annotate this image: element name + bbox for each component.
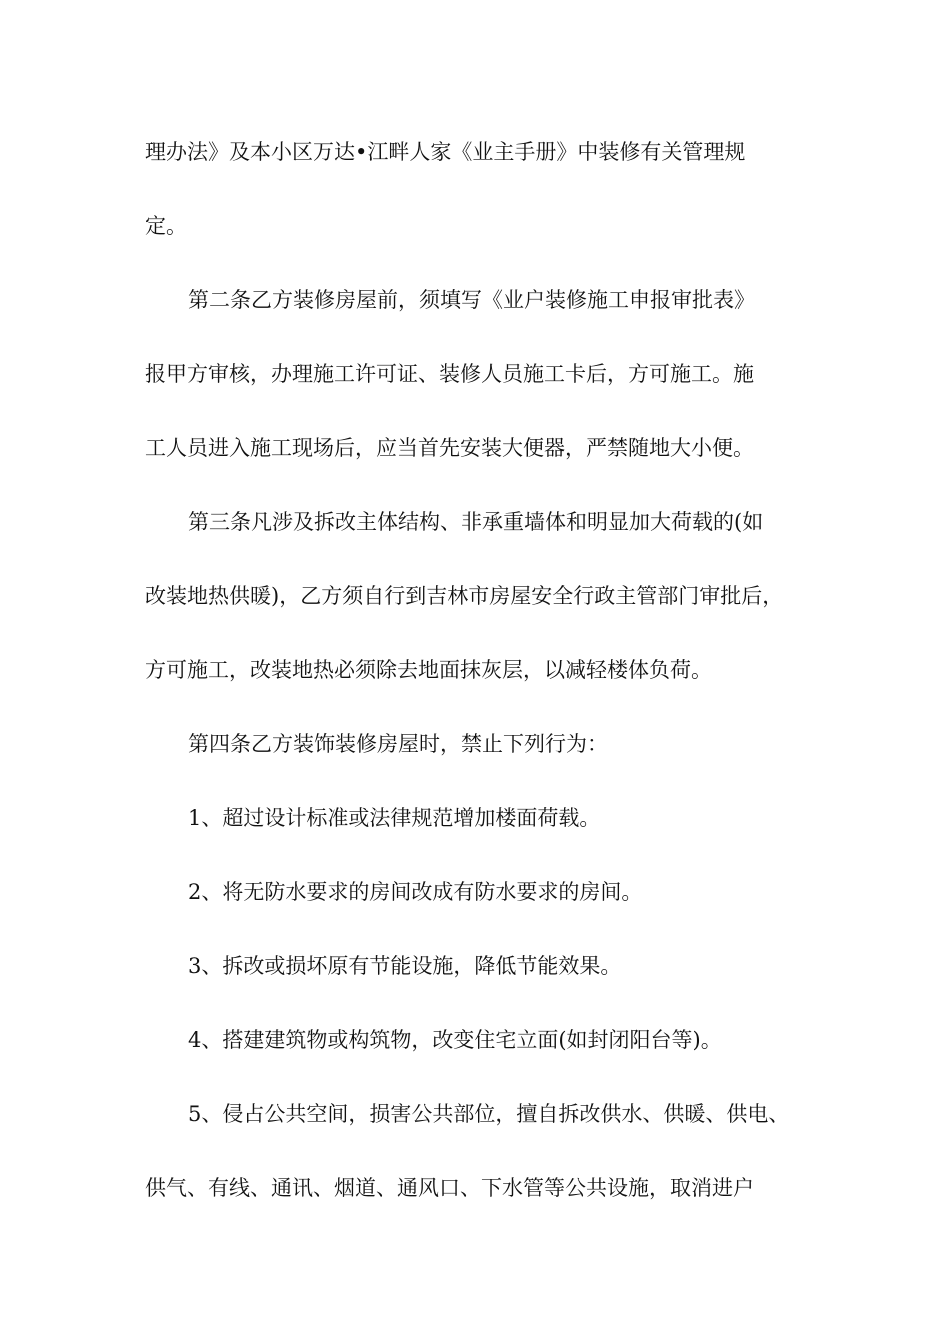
text-line-8: 方可施工，改装地热必须除去地面抹灰层，以减轻楼体负荷。 <box>145 658 712 682</box>
text-line-14: 5、侵占公共空间，损害公共部位，擅自拆改供水、供暖、供电、 <box>188 1102 790 1126</box>
text-line-7: 改装地热供暖)，乙方须自行到吉林市房屋安全行政主管部门审批后， <box>145 584 784 608</box>
text-line-13: 4、搭建建筑物或构筑物，改变住宅立面(如封闭阳台等)。 <box>188 1028 722 1052</box>
text-line-11: 2、将无防水要求的房间改成有防水要求的房间。 <box>188 880 643 904</box>
text-line-2: 定。 <box>145 214 187 238</box>
text-line-1: 理办法》及本小区万达•江畔人家《业主手册》中装修有关管理规 <box>145 140 746 164</box>
text-line-3: 第二条乙方装修房屋前，须填写《业户装修施工申报审批表》 <box>188 288 755 312</box>
text-line-12: 3、拆改或损坏原有节能设施，降低节能效果。 <box>188 954 622 978</box>
text-line-9: 第四条乙方装饰装修房屋时，禁止下列行为： <box>188 732 608 756</box>
text-line-4: 报甲方审核，办理施工许可证、装修人员施工卡后，方可施工。施 <box>145 362 754 386</box>
text-line-6: 第三条凡涉及拆改主体结构、非承重墙体和明显加大荷载的(如 <box>188 510 764 534</box>
text-line-10: 1、超过设计标准或法律规范增加楼面荷载。 <box>188 806 601 830</box>
text-line-15: 供气、有线、通讯、烟道、通风口、下水管等公共设施，取消进户 <box>145 1176 754 1200</box>
text-line-5: 工人员进入施工现场后，应当首先安装大便器，严禁随地大小便。 <box>145 436 754 460</box>
